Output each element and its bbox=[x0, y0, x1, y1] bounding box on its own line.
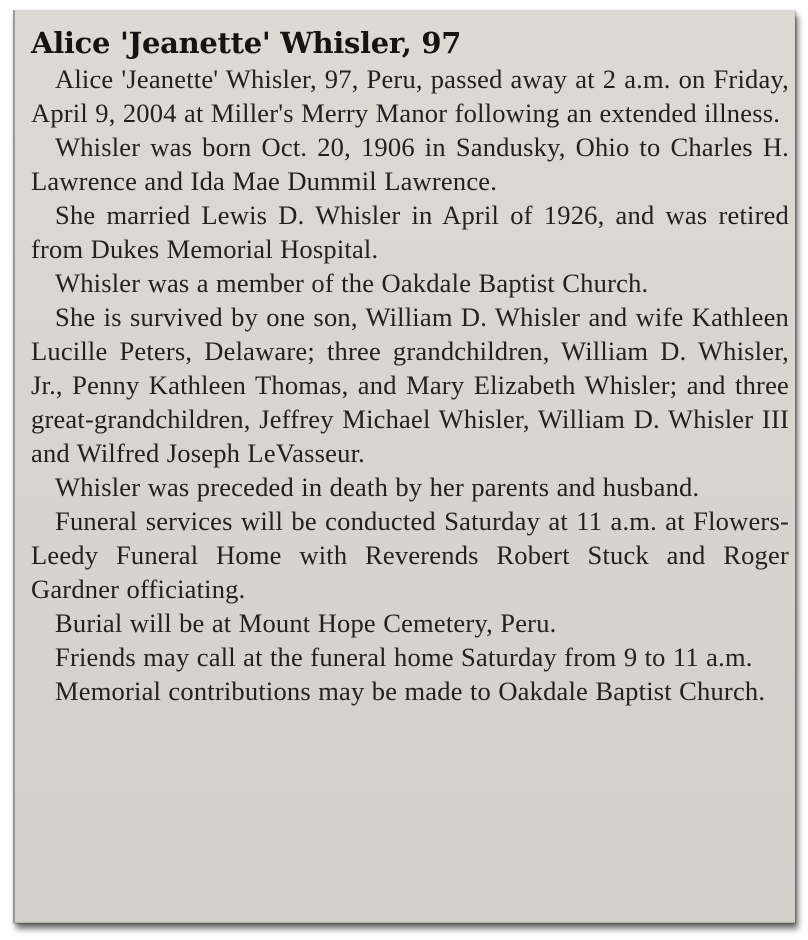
obituary-headline: Alice 'Jeanette' Whisler, 97 bbox=[31, 26, 462, 60]
paragraph-survivors: She is survived by one son, William D. Whisler and wife Kathleen Lucille Peters, Delaware; three grandchildren, William D. Whisler, Jr., Penny Kathleen Thomas, and Mary Elizabeth Whisler; and three great-grandchildren, Jeffrey Michael Whisler, William D. Whisler III and Wilfred Joseph LeVasseur. bbox=[31, 302, 789, 468]
paragraph-church: Whisler was a member of the Oakdale Baptist Church. bbox=[55, 268, 649, 298]
paragraph-burial: Burial will be at Mount Hope Cemetery, Peru. bbox=[55, 608, 557, 638]
paragraph-death-notice: Alice 'Jeanette' Whisler, 97, Peru, passed away at 2 a.m. on Friday, April 9, 2004 at Miller's Merry Manor following an extended illness. bbox=[31, 64, 789, 128]
paragraph-funeral-services: Funeral services will be conducted Saturday at 11 a.m. at Flowers-Leedy Funeral Home with Reverends Robert Stuck and Roger Gardner officiating. bbox=[31, 506, 789, 604]
newspaper-clipping bbox=[13, 10, 795, 923]
obituary-body bbox=[31, 62, 789, 708]
paragraph-birth: Whisler was born Oct. 20, 1906 in Sandusky, Ohio to Charles H. Lawrence and Ida Mae Dummil Lawrence. bbox=[31, 132, 789, 196]
paragraph-memorials: Memorial contributions may be made to Oakdale Baptist Church. bbox=[55, 676, 766, 706]
paragraph-visitation: Friends may call at the funeral home Saturday from 9 to 11 a.m. bbox=[55, 642, 753, 672]
paragraph-preceded: Whisler was preceded in death by her parents and husband. bbox=[55, 472, 700, 502]
paragraph-marriage: She married Lewis D. Whisler in April of 1926, and was retired from Dukes Memorial Hospital. bbox=[31, 200, 789, 264]
obituary-article bbox=[31, 24, 789, 708]
